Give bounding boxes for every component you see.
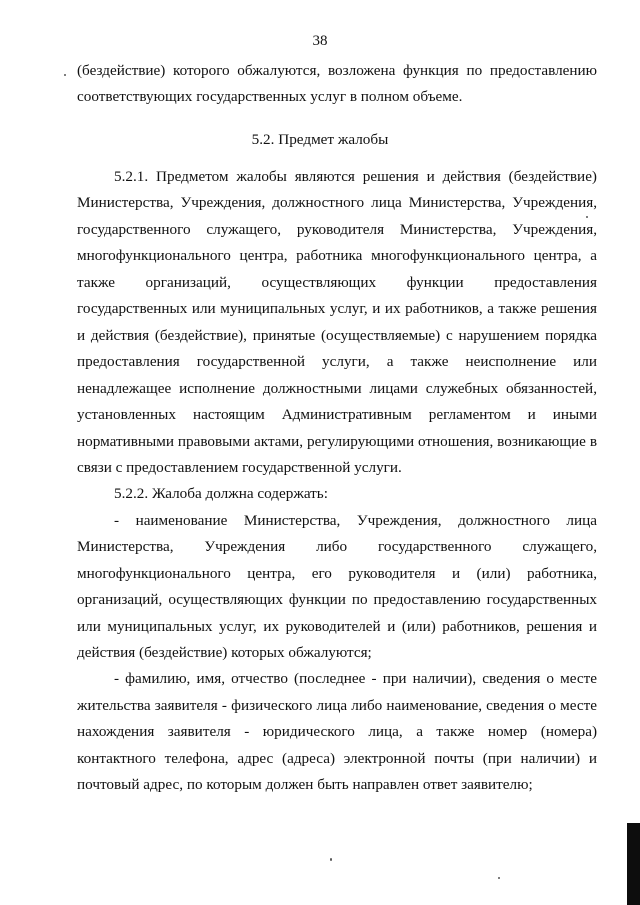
text-line: действия (бездействие) которых обжалуются; [77,644,372,661]
scan-speck [330,858,332,861]
text-line: 5.2.2. Жалоба должна содержать: [114,485,328,502]
text-line: государственного служащего, руководителя Министерства, Учреждения, [77,221,597,238]
text-line: и действия (бездействие), принятые (осуществляемые) с нарушением порядка [77,327,597,344]
text-line: Министерства, Учреждения, должностного лица Министерства, Учреждения, [77,194,597,211]
text-line: 5.2.1. Предметом жалобы являются решения и действия (бездействие) [114,168,597,185]
scan-speck [586,216,588,218]
text-line: организаций, осуществляющих функции по предоставлению государственных [77,591,597,608]
text-line: предоставления государственной услуги, а также неисполнение или [77,353,597,370]
text-line: (бездействие) которого обжалуются, возложена функция по предоставлению [77,62,597,79]
text-line: - фамилию, имя, отчество (последнее - при наличии), сведения о месте [114,670,597,687]
text-line: - наименование Министерства, Учреждения, должностного лица [114,512,597,529]
text-line: ненадлежащее исполнение должностными лицами служебных обязанностей, [77,380,597,397]
text-line: государственных или муниципальных услуг, и их работников, а также решения [77,300,597,317]
text-line: нахождения заявителя - юридического лица, а также номер (номера) [77,723,597,740]
section-heading: 5.2. Предмет жалобы [251,131,389,148]
text-line: или муниципальных услуг, их руководителей и (или) работников, решения и [77,618,597,635]
scan-edge-mark [627,823,640,905]
text-line: также организаций, осуществляющих функции предоставления [77,274,597,291]
scan-speck [498,877,500,879]
text-line: многофункционального центра, его руководителя и (или) работника, [77,565,597,582]
text-line: нормативными правовыми актами, регулирующими отношения, возникающие в [77,433,597,450]
page-number: 38 [312,33,328,49]
text-line: контактного телефона, адрес (адреса) электронной почты (при наличии) и [77,750,597,767]
text-line: установленных настоящим Административным регламентом и иными [77,406,597,423]
text-line: соответствующих государственных услуг в полном объеме. [77,88,463,105]
text-line: жительства заявителя - физического лица либо наименование, сведения о месте [77,697,597,714]
text-line: связи с предоставлением государственной услуги. [77,459,402,476]
text-line: многофункционального центра, работника многофункционального центра, а [77,247,597,264]
text-line: Министерства, Учреждения либо государственного служащего, [77,538,597,555]
scan-speck [64,74,66,76]
text-line: почтовый адрес, по которым должен быть направлен ответ заявителю; [77,776,533,793]
